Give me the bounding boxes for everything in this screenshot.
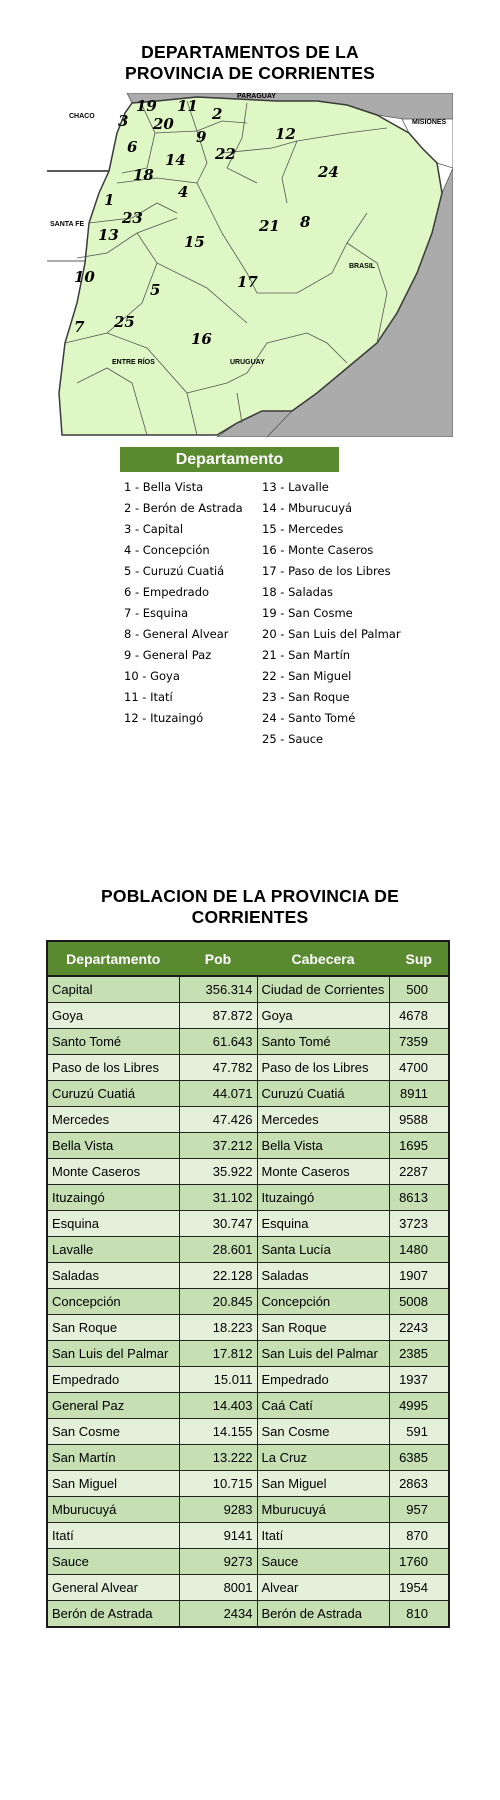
department-number: 3 [118,112,129,130]
cell-cabecera: San Roque [257,1315,389,1341]
department-number: 9 [196,128,207,146]
cell-departamento: San Roque [47,1315,179,1341]
cell-cabecera: Bella Vista [257,1133,389,1159]
cell-sup: 957 [389,1497,449,1523]
legend-item: 17 - Paso de los Libres [262,564,391,578]
cell-sup: 3723 [389,1211,449,1237]
cell-sup: 1695 [389,1133,449,1159]
department-number: 2 [212,105,223,123]
cell-cabecera: Esquina [257,1211,389,1237]
cell-sup: 1760 [389,1549,449,1575]
table-body [47,976,449,1627]
legend-item: 22 - San Miguel [262,669,352,683]
cell-sup: 2863 [389,1471,449,1497]
cell-sup: 500 [389,976,449,1003]
legend-header: Departamento [120,447,339,472]
cell-pob: 13.222 [179,1445,257,1471]
neighbor-label: MISIONES [412,119,447,126]
table-row [47,1029,449,1055]
cell-sup: 4678 [389,1003,449,1029]
department-number: 22 [215,145,236,163]
table-row [47,1367,449,1393]
cell-departamento: Ituzaingó [47,1185,179,1211]
cell-departamento: Sauce [47,1549,179,1575]
cell-pob: 9283 [179,1497,257,1523]
map-svg [47,93,453,437]
cell-cabecera: Mercedes [257,1107,389,1133]
cell-sup: 1480 [389,1237,449,1263]
cell-cabecera: Concepción [257,1289,389,1315]
table-row [47,1445,449,1471]
cell-cabecera: San Cosme [257,1419,389,1445]
cell-departamento: Saladas [47,1263,179,1289]
cell-cabecera: Paso de los Libres [257,1055,389,1081]
table-row [47,1003,449,1029]
table-header-row [47,941,449,976]
population-title-line: CORRIENTES [191,907,309,927]
legend-item: 3 - Capital [124,522,184,536]
table-row [47,1289,449,1315]
cell-cabecera: Sauce [257,1549,389,1575]
legend-item: 14 - Mburucuyá [262,501,353,515]
map-title-line: PROVINCIA DE CORRIENTES [125,63,375,83]
cell-sup: 870 [389,1523,449,1549]
legend-column-2 [262,477,401,750]
header-pob: Pob [179,941,257,976]
cell-pob: 20.845 [179,1289,257,1315]
cell-cabecera: Saladas [257,1263,389,1289]
cell-departamento: Empedrado [47,1367,179,1393]
cell-cabecera: Empedrado [257,1367,389,1393]
cell-cabecera: San Luis del Palmar [257,1341,389,1367]
cell-pob: 14.403 [179,1393,257,1419]
table-row [47,1341,449,1367]
table-row [47,1263,449,1289]
corrientes-map [47,93,453,437]
department-number: 13 [98,226,119,244]
cell-departamento: Lavalle [47,1237,179,1263]
cell-sup: 5008 [389,1289,449,1315]
cell-pob: 356.314 [179,976,257,1003]
cell-cabecera: La Cruz [257,1445,389,1471]
cell-pob: 17.812 [179,1341,257,1367]
map-title [0,42,500,84]
cell-pob: 47.426 [179,1107,257,1133]
cell-pob: 14.155 [179,1419,257,1445]
cell-sup: 4700 [389,1055,449,1081]
cell-sup: 810 [389,1601,449,1628]
cell-sup: 591 [389,1419,449,1445]
cell-pob: 8001 [179,1575,257,1601]
department-number: 17 [237,273,258,291]
neighbor-label: SANTA FE [50,221,85,228]
cell-sup: 9588 [389,1107,449,1133]
cell-cabecera: Ituzaingó [257,1185,389,1211]
legend-item: 16 - Monte Caseros [262,543,374,557]
header-sup: Sup [389,941,449,976]
cell-departamento: Santo Tomé [47,1029,179,1055]
cell-sup: 6385 [389,1445,449,1471]
cell-departamento: Mburucuyá [47,1497,179,1523]
cell-pob: 15.011 [179,1367,257,1393]
cell-cabecera: Santa Lucía [257,1237,389,1263]
table-row [47,1523,449,1549]
department-number: 23 [122,209,143,227]
legend-item: 8 - General Alvear [124,627,229,641]
legend-item: 6 - Empedrado [124,585,210,599]
department-number: 16 [191,330,212,348]
cell-cabecera: Itatí [257,1523,389,1549]
cell-departamento: Goya [47,1003,179,1029]
cell-departamento: Berón de Astrada [47,1601,179,1628]
cell-pob: 31.102 [179,1185,257,1211]
cell-cabecera: Ciudad de Corrientes [257,976,389,1003]
cell-cabecera: Curuzú Cuatiá [257,1081,389,1107]
legend-item: 7 - Esquina [124,606,189,620]
table-row [47,1237,449,1263]
department-number: 8 [300,213,311,231]
legend-item: 2 - Berón de Astrada [124,501,243,515]
legend-item: 11 - Itatí [124,690,173,704]
cell-pob: 28.601 [179,1237,257,1263]
cell-departamento: General Alvear [47,1575,179,1601]
cell-sup: 2243 [389,1315,449,1341]
table-row [47,1185,449,1211]
department-number: 12 [275,125,296,143]
population-title [0,886,500,928]
legend-item: 21 - San Martín [262,648,351,662]
cell-departamento: Paso de los Libres [47,1055,179,1081]
cell-departamento: General Paz [47,1393,179,1419]
cell-pob: 47.782 [179,1055,257,1081]
table-row [47,1549,449,1575]
cell-cabecera: San Miguel [257,1471,389,1497]
department-number: 25 [114,313,135,331]
table-row [47,1211,449,1237]
cell-sup: 4995 [389,1393,449,1419]
table-row [47,1159,449,1185]
legend-item: 13 - Lavalle [262,480,329,494]
cell-sup: 7359 [389,1029,449,1055]
cell-pob: 18.223 [179,1315,257,1341]
department-number: 6 [127,138,138,156]
department-number: 10 [74,268,95,286]
cell-sup: 1907 [389,1263,449,1289]
department-number: 14 [165,151,186,169]
header-departamento: Departamento [47,941,179,976]
department-number: 1 [104,191,115,209]
cell-sup: 1937 [389,1367,449,1393]
cell-departamento: Bella Vista [47,1133,179,1159]
legend-item: 10 - Goya [124,669,180,683]
neighbor-label: URUGUAY [230,359,265,366]
table-row [47,1497,449,1523]
population-title-line: POBLACION DE LA PROVINCIA DE [101,886,399,906]
department-number: 7 [74,318,85,336]
legend-item: 9 - General Paz [124,648,212,662]
cell-departamento: Monte Caseros [47,1159,179,1185]
legend-item: 18 - Saladas [262,585,334,599]
cell-pob: 10.715 [179,1471,257,1497]
cell-sup: 8613 [389,1185,449,1211]
legend-item: 5 - Curuzú Cuatiá [124,564,225,578]
neighbor-label: ENTRE RÍOS [112,359,155,366]
cell-departamento: Itatí [47,1523,179,1549]
cell-pob: 9141 [179,1523,257,1549]
table-row [47,976,449,1003]
department-number: 24 [318,163,339,181]
department-number: 21 [259,217,280,235]
table-row [47,1601,449,1628]
legend-item: 24 - Santo Tomé [262,711,356,725]
neighbor-label: BRASIL [349,263,376,270]
table-row [47,1055,449,1081]
cell-departamento: San Luis del Palmar [47,1341,179,1367]
legend-column-1 [124,477,243,729]
legend-item: 12 - Ituzaingó [124,711,204,725]
department-number: 11 [177,97,198,115]
cell-pob: 9273 [179,1549,257,1575]
cell-sup: 2287 [389,1159,449,1185]
population-table [46,940,450,1628]
cell-departamento: San Miguel [47,1471,179,1497]
cell-sup: 1954 [389,1575,449,1601]
department-number: 15 [184,233,205,251]
cell-pob: 2434 [179,1601,257,1628]
legend-item: 15 - Mercedes [262,522,344,536]
cell-pob: 37.212 [179,1133,257,1159]
cell-sup: 8911 [389,1081,449,1107]
table-row [47,1081,449,1107]
cell-pob: 35.922 [179,1159,257,1185]
department-number: 19 [136,97,157,115]
legend-item: 25 - Sauce [262,732,324,746]
cell-pob: 22.128 [179,1263,257,1289]
table-row [47,1107,449,1133]
department-number: 5 [150,281,161,299]
cell-cabecera: Goya [257,1003,389,1029]
cell-cabecera: Monte Caseros [257,1159,389,1185]
table-row [47,1133,449,1159]
cell-cabecera: Santo Tomé [257,1029,389,1055]
cell-departamento: San Martín [47,1445,179,1471]
header-cabecera: Cabecera [257,941,389,976]
map-title-line: DEPARTAMENTOS DE LA [141,42,359,62]
cell-pob: 61.643 [179,1029,257,1055]
table-row [47,1393,449,1419]
cell-pob: 30.747 [179,1211,257,1237]
legend-item: 20 - San Luis del Palmar [262,627,401,641]
cell-departamento: Curuzú Cuatiá [47,1081,179,1107]
department-number: 20 [153,115,174,133]
cell-cabecera: Alvear [257,1575,389,1601]
cell-cabecera: Caá Catí [257,1393,389,1419]
department-number: 4 [178,183,189,201]
legend-item: 4 - Concepción [124,543,210,557]
table-row [47,1315,449,1341]
table-row [47,1419,449,1445]
cell-cabecera: Mburucuyá [257,1497,389,1523]
cell-departamento: San Cosme [47,1419,179,1445]
cell-pob: 44.071 [179,1081,257,1107]
legend-item: 19 - San Cosme [262,606,353,620]
cell-pob: 87.872 [179,1003,257,1029]
cell-departamento: Concepción [47,1289,179,1315]
department-number: 18 [133,166,154,184]
cell-departamento: Capital [47,976,179,1003]
table-row [47,1575,449,1601]
cell-cabecera: Berón de Astrada [257,1601,389,1628]
cell-departamento: Mercedes [47,1107,179,1133]
cell-departamento: Esquina [47,1211,179,1237]
table-row [47,1471,449,1497]
neighbor-label: CHACO [69,113,95,120]
legend-item: 23 - San Roque [262,690,350,704]
cell-sup: 2385 [389,1341,449,1367]
legend-item: 1 - Bella Vista [124,480,204,494]
neighbor-label: PARAGUAY [237,93,276,100]
